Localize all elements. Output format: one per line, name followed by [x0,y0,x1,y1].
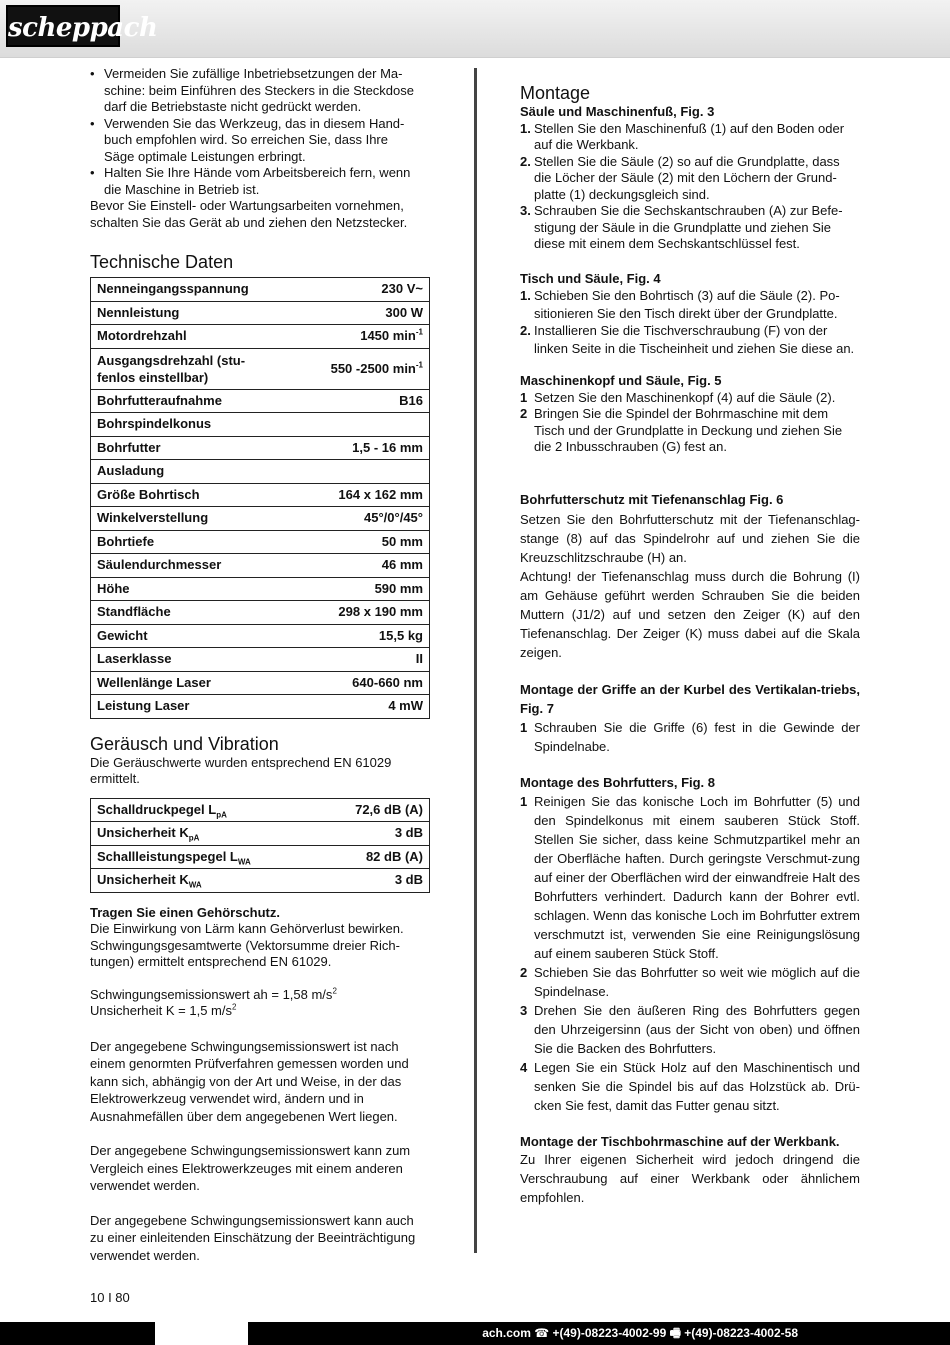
section-6-steps [520,792,860,1115]
noise-value: 82 dB (A) [319,845,430,869]
vibration-para-2: Der angegebene Schwingungsemissionswert kann zum Vergleich eines Elektrowerkzeuges mit einem anderen verwendet werden. [90,1143,411,1193]
tech-key: Bohrtiefe [91,530,298,554]
tech-value: 1,5 - 16 mm [297,436,429,460]
noise-key: Schallleistungspegel $L_{WA}$ [91,845,319,869]
page-number: 10 I 80 [90,1290,130,1305]
tech-key: Säulendurchmesser [91,554,298,578]
tech-key: Laserklasse [91,648,298,672]
tech-value: 45°/0°/45° [297,507,429,531]
tech-row [91,348,430,389]
tech-value: 1450 $\min^{-1}$ [297,325,429,349]
tech-key: Ausgangsdrehzahl (stu- fenlos einstellbar) [91,348,298,389]
tech-value: 640-660 nm [297,671,429,695]
tech-value: 46 mm [297,554,429,578]
tech-key: Nenneingangsspannung [91,278,298,302]
page-footer [0,1322,950,1345]
page-header [0,0,950,58]
tech-key: Winkelverstellung [91,507,298,531]
step-number: 2 [520,406,528,421]
noise-value: 3 dB [319,869,430,893]
step-item [520,1058,860,1115]
section-4-text-1: Setzen Sie den Bohrfutterschutz mit der Tiefenanschlag-stange (8) auf das Spindelrohr auf und ziehen Sie die Kreuzschlitzschraube (H) an. [520,512,860,565]
step-number: 3. [520,203,531,218]
step-text: Schrauben Sie die Griffe (6) fest in die Gewinde der Spindelnabe. [534,720,860,754]
column-divider [474,68,477,1253]
left-column [90,66,430,1264]
step-item [520,1001,860,1058]
section-5-title: Montage der Griffe an der Kurbel des Vertikalan-triebs, Fig. 7 [520,682,860,716]
step-item [520,718,860,756]
vibration-para-3: Der angegebene Schwingungsemissionswert kann auch zu einer einleitenden Einschätzung der Beeinträchtigung verwendet werden. [90,1212,416,1263]
tech-key: Höhe [91,577,298,601]
step-number: 1 [520,720,528,735]
safety-bullet: • Verwenden Sie das Werkzeug, das in diesem Hand- buch empfohlen wird. So erreichen Sie, dass Ihre Säge optimale Leistungen erbringt. [90,116,430,166]
tech-data-table [90,277,430,719]
tech-key: Wellenlänge Laser [91,671,298,695]
noise-intro: Die Geräuschwerte wurden entsprechend EN 61029 ermittelt. [90,754,392,786]
hearing-title: Tragen Sie einen Gehörschutz. [90,904,280,920]
tech-row [91,671,430,695]
tech-row [91,460,430,484]
step-item [520,792,860,963]
step-number: 1 [520,793,528,809]
noise-key: Unsicherheit $K_{WA}$ [91,869,319,893]
noise-title: Geräusch und Vibration [90,733,279,754]
tech-row [91,695,430,719]
tech-value: B16 [297,389,429,413]
footer-white-block [155,1322,248,1345]
footer-contact: ach.com ☎ +(49)-08223-4002-99 🖷 +(49)-08223-4002-58 [482,1326,798,1340]
safety-bullet: • Halten Sie Ihre Hände vom Arbeitsbereich fern, wenn die Maschine in Betrieb ist. [90,165,430,198]
tech-value: 50 mm [297,530,429,554]
tech-row [91,389,430,413]
tech-value: II [297,648,429,672]
tech-key: Bohrfutter [91,436,298,460]
brand-logo: scheppach [6,5,120,47]
tech-value: 300 W [297,301,429,325]
noise-row [91,845,430,869]
tech-value [297,460,429,484]
step-number: 2. [520,153,531,169]
tech-row [91,413,430,437]
step-item [520,390,860,407]
tech-row [91,577,430,601]
noise-key: Schalldruckpegel $L_{pA}$ [91,798,319,822]
tech-value: 590 mm [297,577,429,601]
step-item [520,406,860,456]
tech-key: Motordrehzahl [91,325,298,349]
tech-value: 550 -2500 $\min^{-1}$ [297,348,429,389]
tech-key: Standfläche [91,601,298,625]
step-item [520,121,860,154]
tech-value: 4 mW [297,695,429,719]
section-7-title: Montage der Tischbohrmaschine auf der Werkbank. [520,1133,840,1149]
tech-key: Größe Bohrtisch [91,483,298,507]
tech-row [91,554,430,578]
step-item [520,287,860,322]
section-3-steps [520,390,860,456]
step-text: Legen Sie ein Stück Holz auf den Maschinentisch und senken Sie die Spindel bis auf das Holzstück ab. Drü-cken Sie fest, damit das Futter genau sitzt. [534,1059,860,1113]
tech-row [91,624,430,648]
step-item [520,154,860,204]
section-7-text: Zu Ihrer eigenen Sicherheit wird jedoch dringend die Verschraubung auf einer Werkbank oder ähnlichem empfohlen. [520,1152,860,1205]
section-3-title: Maschinenkopf und Säule, Fig. 5 [520,373,722,388]
step-text: Stellen Sie den Maschinenfuß (1) auf den Boden oder auf die Werkbank. [534,120,845,152]
tech-row [91,507,430,531]
vibration-values [90,987,430,1020]
tech-value: 230 V~ [297,278,429,302]
noise-value: 3 dB [319,822,430,846]
noise-row [91,798,430,822]
vibration-value: Schwingungsemissionswert ah = 1,58 $m/s^2$ [90,986,337,1002]
tech-row [91,483,430,507]
step-text: Stellen Sie die Säule (2) so auf die Grundplatte, dass die Löcher der Säule (2) mit den Löchern der Grund-platte (1) deckungsgleich sind. [534,153,840,202]
step-text: Setzen Sie den Maschinenkopf (4) auf die Säule (2). [534,389,836,405]
tech-key: Ausladung [91,460,298,484]
hearing-text: Die Einwirkung von Lärm kann Gehörverlust bewirken. Schwingungsgesamtwerte (Vektorsumme dreier Rich-tungen) ermittelt entsprechend EN 61029. [90,921,404,969]
vibration-para-1: Der angegebene Schwingungsemissionswert ist nach einem genormten Prüfverfahren gemessen worden und kann sich, abhängig von der Art und Weise, in der das Elektrowerkzeug verwendet wird, ändern und in Ausnahmefällen über dem angegebenen Wert liegen. [90,1038,409,1124]
tech-row [91,601,430,625]
step-text: Schieben Sie das Bohrfutter so weit wie möglich auf die Spindelnase. [534,964,860,999]
tech-key: Leistung Laser [91,695,298,719]
tech-value: 15,5 kg [297,624,429,648]
tech-data-title: Technische Daten [90,252,234,272]
noise-key: Unsicherheit $K_{pA}$ [91,822,319,846]
step-number: 1 [520,389,528,405]
maintenance-note: Bevor Sie Einstell- oder Wartungsarbeiten vornehmen, schalten Sie das Gerät ab und ziehen den Netzstecker. [90,198,408,230]
safety-bullets [90,66,430,198]
step-number: 3 [520,1002,528,1018]
noise-row [91,822,430,846]
tech-row [91,648,430,672]
safety-bullet: • Vermeiden Sie zufällige Inbetriebsetzungen der Ma- schine: beim Einführen des Steckers in die Steckdose darf die Betriebstaste nicht gedrückt werden. [90,66,430,116]
step-text: Reinigen Sie das konische Loch im Bohrfutter (5) und den Spindelkonus mit einem sauberen Stück Stoff. Stellen Sie sicher, dass keine Schmutzpartikel mehr an der Oberfläche haften. Durch geringste Verschmut-zung auf einer der Oberflächen wird der einwandfreie Halt des Bohrfutters verhindert. Dadurch kann der Bohrer evtl. schlagen. Wenn das konische Loch im Bohrfutter extrem verschmutzt ist, verwenden Sie eine Reinigungslösung auf einem sauberen Stück Stoff. [534,793,860,961]
tech-key: Bohrspindelkonus [91,413,298,437]
tech-key: Bohrfutteraufnahme [91,389,298,413]
step-item [520,963,860,1001]
step-number: 4 [520,1059,528,1075]
section-1-title: Säule und Maschinenfuß, Fig. 3 [520,104,715,119]
tech-value: 164 x 162 mm [297,483,429,507]
tech-value: 298 x 190 mm [297,601,429,625]
tech-key: Gewicht [91,624,298,648]
tech-row [91,278,430,302]
step-number: 1. [520,120,531,136]
right-column [520,82,860,1207]
step-number: 2. [520,323,531,338]
step-number: 2 [520,964,528,980]
noise-table [90,798,430,893]
step-item [520,203,860,253]
step-text: Schieben Sie den Bohrtisch (3) auf die Säule (2). Po-sitionieren Sie den Tisch direkt über der Grundplatte. [534,288,840,321]
step-text: Drehen Sie den äußeren Ring des Bohrfutters gegen den Uhrzeigersinn (aus der Sicht von oben) und öffnen Sie die Backen des Bohrfutters. [534,1002,860,1056]
section-2-steps [520,287,860,357]
section-2-title: Tisch und Säule, Fig. 4 [520,270,661,286]
noise-value: 72,6 dB (A) [319,798,430,822]
step-item [520,322,860,357]
tech-row [91,325,430,349]
step-number: 1. [520,288,531,303]
vibration-uncertainty: Unsicherheit K = 1,5 $m/s^2$ [90,1002,237,1018]
section-1-steps [520,121,860,253]
step-text: Schrauben Sie die Sechskantschrauben (A) zur Befe-stigung der Säule in die Grundplatte und ziehen Sie diese mit einem dem Sechskantschlüssel fest. [534,203,843,251]
section-5-steps [520,718,860,756]
tech-row [91,436,430,460]
section-6-title: Montage des Bohrfutters, Fig. 8 [520,775,716,790]
step-text: Installieren Sie die Tischverschraubung (F) von der linken Seite in die Tischeinheit und ziehen Sie diese an. [534,323,855,356]
montage-title: Montage [520,83,591,103]
tech-row [91,530,430,554]
noise-row [91,869,430,893]
tech-row [91,301,430,325]
section-4-text-2: Achtung! der Tiefenanschlag muss durch die Bohrung (I) am Gehäuse geführt werden Schrauben Sie die beiden Muttern (J1/2) auf und setzen den Zeiger (K) auf den Tiefenanschlag. Der Zeiger (K) muss dabei auf die Skala zeigen. [520,569,860,660]
tech-value [297,413,429,437]
step-text: Bringen Sie die Spindel der Bohrmaschine mit dem Tisch und der Grundplatte in Deckung und ziehen Sie die 2 Inbusschrauben (G) fest an. [534,406,843,454]
section-4-title: Bohrfutterschutz mit Tiefenanschlag Fig. 6 [520,491,784,507]
tech-key: Nennleistung [91,301,298,325]
